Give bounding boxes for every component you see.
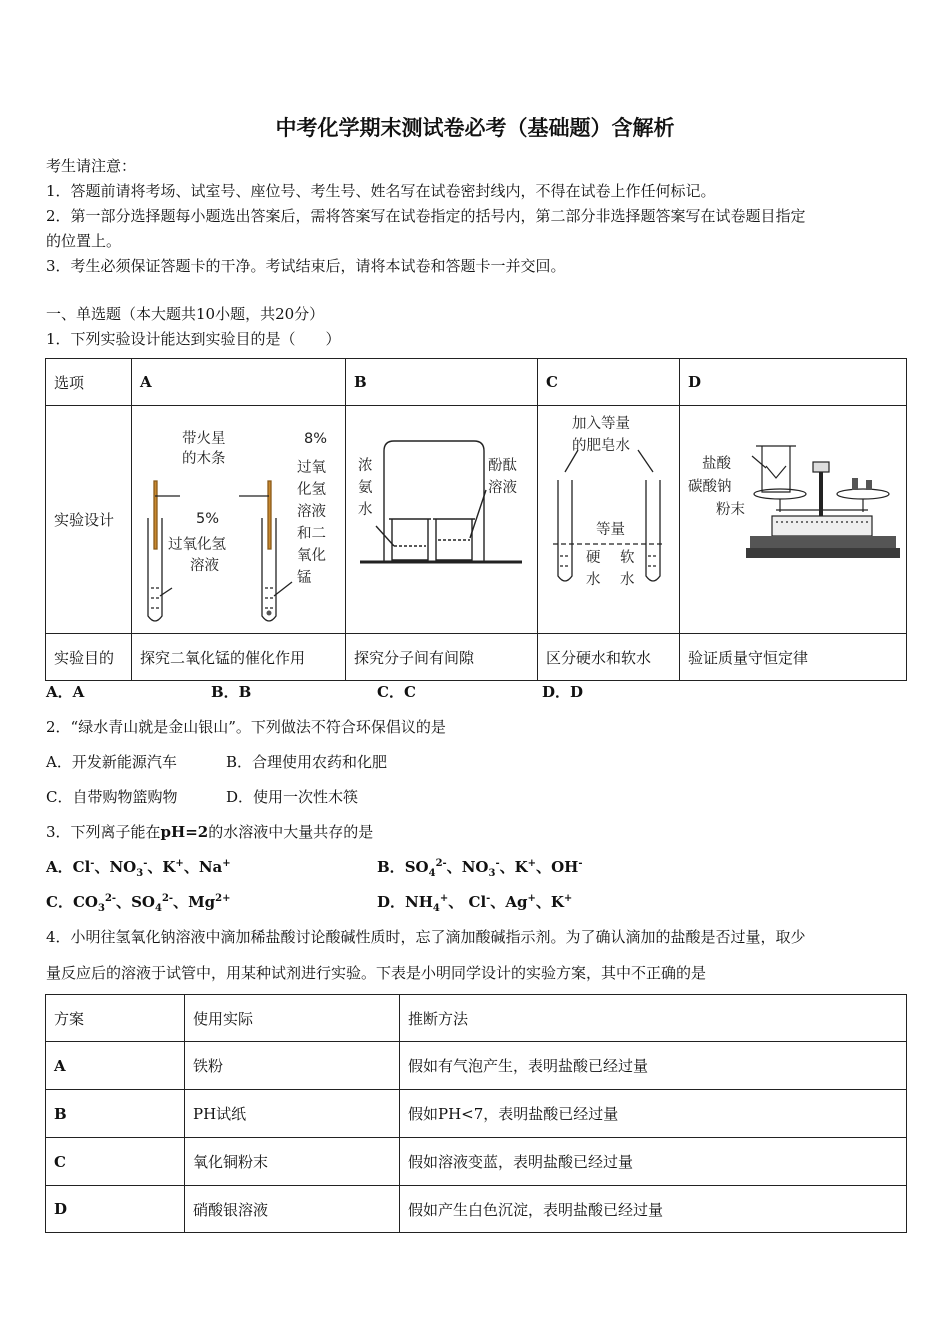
ion-charge: - (495, 858, 500, 869)
figure-a-test-tubes (132, 406, 346, 629)
ion-separator: 、 (173, 893, 189, 911)
notice-item: 的位置上。 (46, 232, 122, 250)
notice-item: 3．考生必须保证答题卡的干净。考试结束后，请将本试卷和答题卡一并交回。 (46, 257, 566, 275)
figure-b-cell (346, 406, 538, 634)
table-row (46, 1186, 907, 1233)
q3-stem-ph: pH=2 (160, 823, 209, 841)
q4-plan: D (46, 1186, 185, 1233)
label-phenolphthalein: 溶液 (488, 480, 517, 496)
q1-purpose-d: 验证质量守恒定律 (680, 634, 907, 681)
ion-subscript: 3 (136, 868, 144, 879)
q4-plan: A (46, 1042, 185, 1090)
ion-charge: + (563, 893, 573, 904)
q3-stem-prefix: 3．下列离子能在 (46, 823, 161, 841)
label-soft-water: 软 (620, 550, 635, 566)
table-row (46, 1042, 907, 1090)
q4-plan: B (46, 1090, 185, 1138)
ion-charge: 2- (104, 893, 117, 904)
question-3-stem (46, 821, 373, 842)
ion-subscript: 4 (154, 903, 162, 914)
ion-symbol: K (162, 858, 176, 876)
label-h2o2: 溶液 (190, 558, 219, 574)
ion-symbol: SO (404, 858, 429, 876)
q1-header-b: B (346, 359, 538, 406)
q4-inference: 假如有气泡产生，表明盐酸已经过量 (400, 1042, 907, 1090)
option-letter: B． (377, 858, 405, 876)
q1-purpose-c: 区分硬水和软水 (538, 634, 680, 681)
ion-separator: 、 (147, 858, 163, 876)
ion-symbol: NO (461, 858, 489, 876)
ion-separator: 、 (490, 893, 506, 911)
q4-reagent: 硝酸银溶液 (185, 1186, 400, 1233)
notice-heading: 考生请注意： (46, 157, 137, 175)
ion-charge: - (143, 858, 148, 869)
q4-table (45, 994, 907, 1233)
label-hard-water: 水 (586, 572, 601, 588)
q4-reagent: PH试纸 (185, 1090, 400, 1138)
figure-d-balance (680, 406, 907, 629)
option-letter: A． (46, 858, 73, 876)
ion-symbol: Cl (468, 893, 487, 911)
ion-subscript: 3 (97, 903, 105, 914)
q1-header-a: A (132, 359, 346, 406)
ion-charge: + (527, 858, 537, 869)
q1-option-a[interactable]: A．A (46, 683, 85, 701)
q2-option-b[interactable]: B．合理使用农药和化肥 (226, 753, 388, 771)
q4-header: 推断方法 (400, 995, 907, 1042)
question-4-stem: 量反应后的溶液于试管中，用某种试剂进行实验。下表是小明同学设计的实验方案，其中不正确的是 (46, 964, 707, 982)
label-concentration-right: 8% (304, 431, 328, 447)
ion-symbol: Mg (188, 893, 216, 911)
q4-inference: 假如溶液变蓝，表明盐酸已经过量 (400, 1138, 907, 1186)
ion-separator: 、 (116, 893, 132, 911)
q1-table (45, 358, 907, 681)
label-h2o2-mno2: 锰 (297, 570, 312, 586)
q1-header-d: D (680, 359, 907, 406)
q3-option-a[interactable] (46, 856, 231, 879)
figure-c-soap-test (538, 406, 680, 629)
q4-inference: 假如PH<7，表明盐酸已经过量 (400, 1090, 907, 1138)
label-hard-water: 硬 (586, 550, 601, 566)
ion-separator: 、 (446, 858, 462, 876)
q4-reagent: 氧化铜粉末 (185, 1138, 400, 1186)
label-h2o2-mno2: 化氢 (297, 482, 326, 498)
notice-item: 2．第一部分选择题每小题选出答案后，需将答案写在试卷指定的括号内，第二部分非选择题答案写在试卷题目指定 (46, 207, 806, 225)
page-title: 中考化学期末测试卷必考（基础题）含解析 (275, 116, 675, 140)
q1-option-d[interactable]: D．D (542, 683, 584, 701)
label-hydrochloric-acid: 盐酸 (702, 456, 731, 472)
figure-a-cell (132, 406, 346, 634)
ion-symbol: Na (198, 858, 223, 876)
q4-plan: C (46, 1138, 185, 1186)
label-sodium-carbonate: 碳酸钠 (688, 479, 732, 495)
ion-symbol: Cl (72, 858, 91, 876)
ion-symbol: K (550, 893, 564, 911)
ion-subscript: 4 (432, 903, 440, 914)
label-splint: 带火星 (182, 431, 226, 447)
ion-separator: 、 (448, 893, 469, 911)
ion-charge: - (578, 858, 583, 869)
ion-charge: 2- (435, 858, 447, 869)
question-1-stem: 1．下列实验设计能达到实验目的是（ ） (46, 330, 341, 348)
label-ammonia: 水 (358, 502, 373, 518)
ion-separator: 、 (499, 858, 515, 876)
ion-charge: + (439, 893, 449, 904)
ion-symbol: NH (405, 893, 433, 911)
ion-subscript: 4 (428, 868, 436, 879)
q4-header: 使用实际 (185, 995, 400, 1042)
q1-header-c: C (538, 359, 680, 406)
q3-option-c[interactable] (46, 891, 231, 914)
q2-option-c[interactable]: C．自带购物篮购物 (46, 788, 178, 806)
section-heading: 一、单选题（本大题共10小题，共20分） (46, 305, 325, 323)
ion-charge: - (90, 858, 95, 869)
notice-item: 1．答题前请将考场、试室号、座位号、考生号、姓名写在试卷密封线内，不得在试卷上作任何标记。 (46, 182, 716, 200)
q1-purpose-b: 探究分子间有间隙 (346, 634, 538, 681)
q3-stem-suffix: 的水溶液中大量共存的是 (208, 823, 374, 841)
ion-symbol: Ag (505, 893, 528, 911)
label-h2o2-mno2: 和二 (297, 526, 326, 542)
label-phenolphthalein: 酚酞 (488, 458, 517, 474)
label-splint: 的木条 (182, 451, 226, 467)
ion-charge: - (486, 893, 491, 904)
q3-option-d[interactable] (377, 891, 572, 914)
label-soap-water: 加入等量 (572, 416, 630, 432)
q4-inference: 假如产生白色沉淀，表明盐酸已经过量 (400, 1186, 907, 1233)
label-h2o2-mno2: 氧化 (297, 548, 326, 564)
table-row (46, 1090, 907, 1138)
ion-charge: + (527, 893, 536, 904)
q1-header-option: 选项 (46, 359, 132, 406)
ion-charge: + (175, 858, 184, 869)
label-h2o2-mno2: 过氧 (297, 460, 326, 476)
q4-header: 方案 (46, 995, 185, 1042)
figure-b-bell-jar (346, 406, 538, 629)
q3-option-b[interactable] (377, 856, 582, 879)
ion-subscript: 3 (488, 868, 496, 879)
option-letter: C． (46, 893, 73, 911)
ion-symbol: OH (551, 858, 579, 876)
q2-option-d[interactable]: D．使用一次性木筷 (226, 788, 359, 806)
ion-symbol: SO (131, 893, 155, 911)
ion-symbol: K (514, 858, 528, 876)
figure-d-cell (680, 406, 907, 634)
table-row (46, 1138, 907, 1186)
ion-charge: 2+ (215, 893, 231, 904)
label-ammonia: 浓 (358, 458, 373, 474)
q4-reagent: 铁粉 (185, 1042, 400, 1090)
label-powder: 粉末 (716, 502, 745, 518)
figure-c-cell (538, 406, 680, 634)
q1-row-design-label: 实验设计 (46, 406, 132, 634)
label-h2o2-mno2: 溶液 (297, 504, 326, 520)
label-ammonia: 氨 (358, 480, 373, 496)
ion-symbol: NO (109, 858, 137, 876)
label-concentration-left: 5% (196, 511, 220, 527)
ion-symbol: CO (72, 893, 98, 911)
label-soft-water: 水 (620, 572, 635, 588)
label-h2o2: 过氧化氢 (168, 537, 226, 553)
q1-purpose-a: 探究二氧化锰的催化作用 (132, 634, 346, 681)
q1-row-purpose-label: 实验目的 (46, 634, 132, 681)
label-soap-water: 的肥皂水 (572, 438, 630, 454)
ion-charge: 2- (161, 893, 174, 904)
label-equal-amount: 等量 (596, 522, 625, 538)
question-2-stem: 2．“绿水青山就是金山银山”。下列做法不符合环保倡议的是 (46, 718, 446, 736)
ion-separator: 、 (94, 858, 110, 876)
question-4-stem: 4．小明往氢氧化钠溶液中滴加稀盐酸讨论酸碱性质时，忘了滴加酸碱指示剂。为了确认滴加的盐酸是否过量，取少 (46, 928, 806, 946)
ion-separator: 、 (183, 858, 199, 876)
q2-option-a[interactable]: A．开发新能源汽车 (46, 753, 177, 771)
ion-charge: + (222, 858, 231, 869)
q1-option-b[interactable]: B．B (211, 683, 252, 701)
q1-option-c[interactable]: C．C (377, 683, 416, 701)
ion-separator: 、 (536, 858, 552, 876)
option-letter: D． (377, 893, 406, 911)
ion-separator: 、 (535, 893, 551, 911)
